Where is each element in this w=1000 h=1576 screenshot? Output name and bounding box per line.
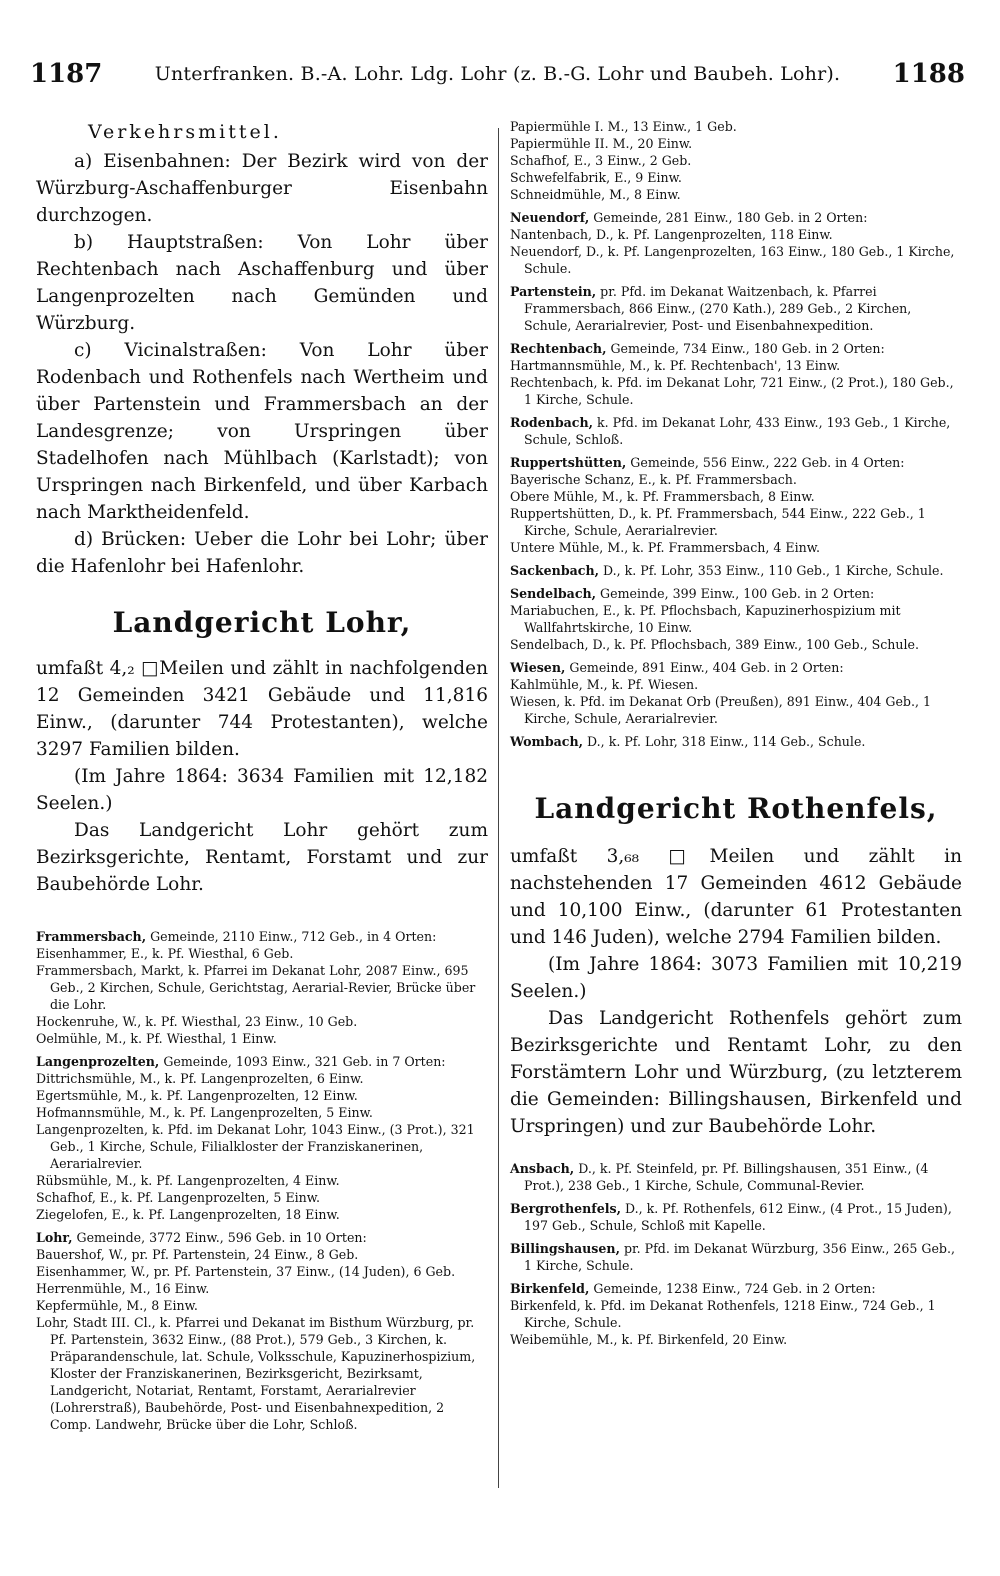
list-item: Billingshausen, pr. Pfd. im Dekanat Würzburg, 356 Einw., 265 Geb., 1 Kirche, Schule. — [510, 1241, 955, 1273]
list-item: Frammersbach, Markt, k. Pfarrei im Dekanat Lohr, 2087 Einw., 695 Geb., 2 Kirchen, Schule, Gerichtstag, Aerarial-Revier, Brücke über die Lohr. — [36, 963, 476, 1012]
list-item: Nantenbach, D., k. Pf. Langenprozelten, 118 Einw. — [510, 227, 833, 242]
verkehr-hauptstrassen: b) Hauptstraßen: Von Lohr über Rechtenbach nach Aschaffenburg und über Langenprozelten nach Gemünden und Würzburg. — [36, 232, 488, 334]
landgericht-lohr-zustaendigkeit: Das Landgericht Lohr gehört zum Bezirksgerichte, Rentamt, Forstamt und zur Baubehörde Lohr. — [36, 820, 488, 895]
list-item: Herrenmühle, M., 16 Einw. — [36, 1281, 210, 1296]
list-item: Bayerische Schanz, E., k. Pf. Frammersbach. — [510, 472, 797, 487]
list-item: Wiesen, k. Pfd. im Dekanat Orb (Preußen), 891 Einw., 404 Geb., 1 Kirche, Schule, Aerarialrevier. — [510, 694, 932, 726]
list-item: Schneidmühle, M., 8 Einw. — [510, 187, 681, 202]
list-item: Frammersbach, Gemeinde, 2110 Einw., 712 Geb., in 4 Orten: — [36, 929, 437, 944]
list-item: Rodenbach, k. Pfd. im Dekanat Lohr, 433 Einw., 193 Geb., 1 Kirche, Schule, Schloß. — [510, 415, 951, 447]
column-divider — [498, 128, 499, 1488]
left-page-number: 1187 — [30, 59, 103, 89]
left-column — [36, 118, 488, 1433]
landgericht-lohr-summary: umfaßt 4,₂ □Meilen und zählt in nachfolgenden 12 Gemeinden 3421 Gebäude und 11,816 Einw., (darunter 744 Protestanten), welche 3297 Familien bilden. — [36, 658, 488, 760]
landgericht-lohr-1864: (Im Jahre 1864: 3634 Familien mit 12,182 Seelen.) — [36, 766, 488, 814]
list-item: Eisenhammer, W., pr. Pf. Partenstein, 37 Einw., (14 Juden), 6 Geb. — [36, 1264, 456, 1279]
list-item: Schafhof, E., 3 Einw., 2 Geb. — [510, 153, 692, 168]
list-item: Egertsmühle, M., k. Pf. Langenprozelten, 12 Einw. — [36, 1088, 358, 1103]
list-item: Langenprozelten, k. Pfd. im Dekanat Lohr, 1043 Einw., (3 Prot.), 321 Geb., 1 Kirche, Schule, Filialkloster der Franziskanerinen, Aerarialrevier. — [36, 1122, 475, 1171]
landgericht-rothenfels-1864: (Im Jahre 1864: 3073 Familien mit 10,219 Seelen.) — [510, 954, 962, 1002]
landgericht-rothenfels-title: Landgericht Rothenfels, — [534, 792, 938, 825]
landgericht-rothenfels-summary: umfaßt 3,₆₈ □Meilen und zählt in nachstehenden 17 Gemeinden 4612 Gebäude und 10,100 Einw., (darunter 61 Protestanten und 146 Juden), welche 2794 Familien bilden. — [510, 846, 962, 948]
list-item: Sendelbach, D., k. Pf. Pflochsbach, 389 Einw., 100 Geb., Schule. — [510, 637, 919, 652]
list-item: Hockenruhe, W., k. Pf. Wiesthal, 23 Einw., 10 Geb. — [36, 1014, 358, 1029]
list-item: Rechtenbach, Gemeinde, 734 Einw., 180 Geb. in 2 Orten: — [510, 341, 885, 356]
verkehr-vicinalstrassen: c) Vicinalstraßen: Von Lohr über Rodenbach und Rothenfels nach Wertheim und über Partenstein und Frammersbach an der Landesgrenze; von Urspringen über Stadelhofen nach Mühlbach (Karlstadt); von Urspringen nach Birkenfeld, und über Karbach nach Marktheidenfeld. — [36, 340, 488, 523]
running-title: Unterfranken. B.-A. Lohr. Ldg. Lohr (z. B.-G. Lohr und Baubeh. Lohr). — [154, 63, 841, 85]
right-gazetteer-list-2 — [510, 1160, 962, 1348]
list-item: Obere Mühle, M., k. Pf. Frammersbach, 8 Einw. — [510, 489, 815, 504]
list-item: Kahlmühle, M., k. Pf. Wiesen. — [510, 677, 699, 692]
list-item: Wombach, D., k. Pf. Lohr, 318 Einw., 114 Geb., Schule. — [510, 734, 866, 749]
list-item: Papiermühle I. M., 13 Einw., 1 Geb. — [510, 119, 737, 134]
list-item: Rübsmühle, M., k. Pf. Langenprozelten, 4 Einw. — [36, 1173, 340, 1188]
verkehr-bruecken: d) Brücken: Ueber die Lohr bei Lohr; über die Hafenlohr bei Hafenlohr. — [36, 529, 488, 577]
list-item: Weibemühle, M., k. Pf. Birkenfeld, 20 Einw. — [510, 1332, 788, 1347]
list-item: Ansbach, D., k. Pf. Steinfeld, pr. Pf. Billingshausen, 351 Einw., (4 Prot.), 238 Geb., 1 Kirche, Schule, Communal-Revier. — [510, 1161, 929, 1193]
list-item: Ruppertshütten, D., k. Pf. Frammersbach, 544 Einw., 222 Geb., 1 Kirche, Schule, Aerarialrevier. — [510, 506, 926, 538]
right-gazetteer-list — [510, 118, 962, 750]
list-item: Rechtenbach, k. Pfd. im Dekanat Lohr, 721 Einw., (2 Prot.), 180 Geb., 1 Kirche, Schule. — [510, 375, 954, 407]
list-item: Ruppertshütten, Gemeinde, 556 Einw., 222 Geb. in 4 Orten: — [510, 455, 905, 470]
left-gazetteer-list — [36, 928, 488, 1433]
list-item: Birkenfeld, Gemeinde, 1238 Einw., 724 Geb. in 2 Orten: — [510, 1281, 876, 1296]
list-item: Eisenhammer, E., k. Pf. Wiesthal, 6 Geb. — [36, 946, 294, 961]
running-header — [30, 52, 965, 96]
right-page-number: 1188 — [892, 59, 965, 89]
right-column — [510, 118, 962, 1348]
list-item: Bauershof, W., pr. Pf. Partenstein, 24 Einw., 8 Geb. — [36, 1247, 359, 1262]
verkehrsmittel-heading: Verkehrsmittel. — [88, 121, 282, 143]
list-item: Hofmannsmühle, M., k. Pf. Langenprozelten, 5 Einw. — [36, 1105, 373, 1120]
list-item: Mariabuchen, E., k. Pf. Pflochsbach, Kapuzinerhospizium mit Wallfahrtskirche, 10 Einw. — [510, 603, 901, 635]
landgericht-lohr-title: Landgericht Lohr, — [112, 606, 412, 639]
list-item: Bergrothenfels, D., k. Pf. Rothenfels, 612 Einw., (4 Prot., 15 Juden), 197 Geb., Schule, Schloß mit Kapelle. — [510, 1201, 952, 1233]
list-item: Sackenbach, D., k. Pf. Lohr, 353 Einw., 110 Geb., 1 Kirche, Schule. — [510, 563, 944, 578]
list-item: Lohr, Gemeinde, 3772 Einw., 596 Geb. in 10 Orten: — [36, 1230, 367, 1245]
list-item: Sendelbach, Gemeinde, 399 Einw., 100 Geb. in 2 Orten: — [510, 586, 875, 601]
list-item: Oelmühle, M., k. Pf. Wiesthal, 1 Einw. — [36, 1031, 277, 1046]
landgericht-rothenfels-zustaendigkeit: Das Landgericht Rothenfels gehört zum Bezirksgerichte und Rentamt Lohr, zu den Forstämtern Lohr und Würzburg, (zu letzterem die Gemeinden: Billingshausen, Birkenfeld und Urspringen) und zur Baubehörde Lohr. — [510, 1008, 962, 1137]
list-item: Neuendorf, D., k. Pf. Langenprozelten, 163 Einw., 180 Geb., 1 Kirche, Schule. — [510, 244, 955, 276]
list-item: Kepfermühle, M., 8 Einw. — [36, 1298, 198, 1313]
list-item: Langenprozelten, Gemeinde, 1093 Einw., 321 Geb. in 7 Orten: — [36, 1054, 446, 1069]
list-item: Partenstein, pr. Pfd. im Dekanat Waitzenbach, k. Pfarrei Frammersbach, 866 Einw., (270 Kath.), 289 Geb., 2 Kirchen, Schule, Aerarialrevier, Post- und Eisenbahnexpedition. — [510, 284, 912, 333]
list-item: Schafhof, E., k. Pf. Langenprozelten, 5 Einw. — [36, 1190, 321, 1205]
verkehr-eisenbahnen: a) Eisenbahnen: Der Bezirk wird von der Würzburg-Aschaffenburger Eisenbahn durchzogen. — [36, 151, 488, 226]
list-item: Neuendorf, Gemeinde, 281 Einw., 180 Geb. in 2 Orten: — [510, 210, 868, 225]
list-item: Birkenfeld, k. Pfd. im Dekanat Rothenfels, 1218 Einw., 724 Geb., 1 Kirche, Schule. — [510, 1298, 936, 1330]
list-item: Papiermühle II. M., 20 Einw. — [510, 136, 693, 151]
list-item: Wiesen, Gemeinde, 891 Einw., 404 Geb. in 2 Orten: — [510, 660, 844, 675]
list-item: Hartmannsmühle, M., k. Pf. Rechtenbach', 13 Einw. — [510, 358, 841, 373]
list-item: Schwefelfabrik, E., 9 Einw. — [510, 170, 682, 185]
list-item: Dittrichsmühle, M., k. Pf. Langenprozelten, 6 Einw. — [36, 1071, 364, 1086]
list-item: Untere Mühle, M., k. Pf. Frammersbach, 4 Einw. — [510, 540, 821, 555]
list-item: Ziegelofen, E., k. Pf. Langenprozelten, 18 Einw. — [36, 1207, 340, 1222]
list-item: Lohr, Stadt III. Cl., k. Pfarrei und Dekanat im Bisthum Würzburg, pr. Pf. Partenstein, 3632 Einw., (88 Prot.), 579 Geb., 3 Kirchen, k. Präparandenschule, lat. Schule, Volksschule, Kapuzinerhospizium, Kloster der Franziskanerinen, Bezirksgericht, Bezirksamt, Landgericht, Notariat, Rentamt, Forstamt, Aerarialrevier (Lohrerstraß), Baubehörde, Post- und Eisenbahnexpedition, 2 Comp. Landwehr, Brücke über die Lohr, Schloß. — [36, 1315, 476, 1432]
